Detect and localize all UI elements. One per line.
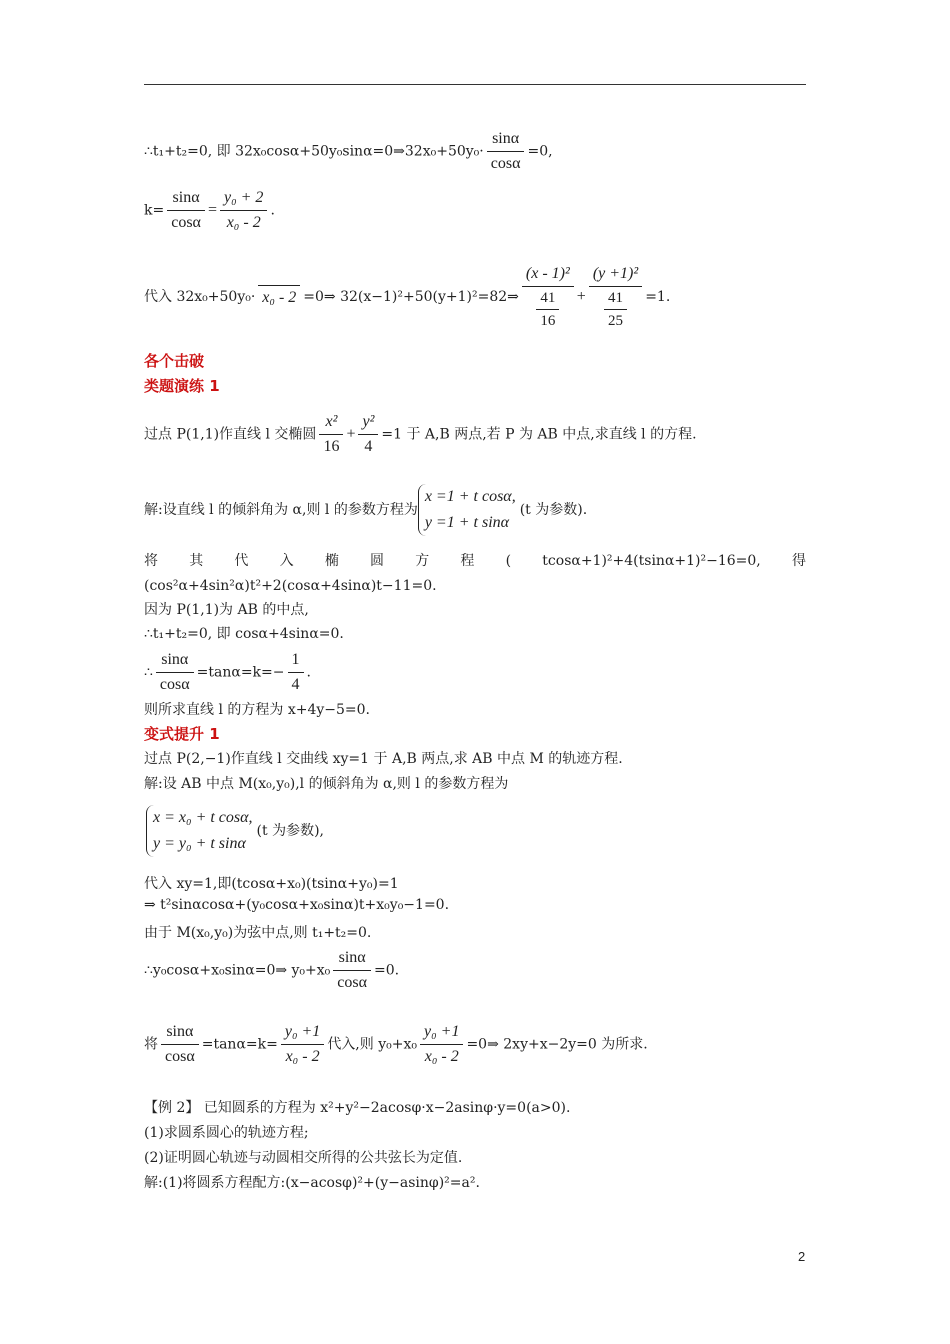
derivation-line-1: ∴t₁+t₂=0, 即 32x₀cosα+50y₀sinα=0⇒32x₀+50y₀· $\frac{\sin\alpha}{\cos\alpha}$ =0,	[144, 127, 553, 176]
solution-1-substitute: 将 其 代 入 椭 圆 方 程 ( tcosα+1)²+4(tsinα+1)²−16=0, 得	[144, 553, 806, 569]
example-2-statement: 【例 2】 已知圆系的方程为 x²+y²−2acosφ·x−2asinφ·y=0(a>0).	[144, 1100, 571, 1116]
section-heading-geji: 各个击破	[144, 352, 205, 370]
derivation-line-2: k= $\frac{\sin\alpha}{\cos\alpha}$ = $\frac{\text{y₀ + 2}}{\text{x₀ - 2}}$ .	[144, 186, 275, 235]
solution-1-param: 解:设直线 l 的倾斜角为 α,则 l 的参数方程为 x =1 + t cosα, y =1 + t sinα (t 为参数).	[144, 484, 587, 536]
solution-2-line-7: 将 $\frac{\sin\alpha}{\cos\alpha}$ =tanα=k= $\frac{\text{y₀ +1}}{\text{x₀ - 2}}$ 代入,则 y₀+x₀ $\frac{\text{y₀ +1}}{\text{x₀ - 2}}$ =0⇒ 2xy+x−2y=0 为所求.	[144, 1020, 648, 1069]
solution-1-line-5: ∴t₁+t₂=0, 即 cosα+4sinα=0.	[144, 626, 344, 642]
section-heading-leiti: 类题演练 1	[144, 377, 220, 395]
parametric-system-2: x = x₀ + t cosα, y = y₀ + t sinα	[146, 805, 253, 857]
fraction-sin-over-cos: $\frac{\sin\alpha}{\cos\alpha}$	[487, 127, 525, 176]
solution-2-line-5: 由于 M(x₀,y₀)为弦中点,则 t₁+t₂=0.	[144, 925, 372, 941]
solution-1-answer: 则所求直线 l 的方程为 x+4y−5=0.	[144, 702, 370, 718]
problem-2-statement: 过点 P(2,−1)作直线 l 交曲线 xy=1 于 A,B 两点,求 AB 中点 M 的轨迹方程.	[144, 751, 623, 767]
solution-2-line-6: ∴y₀cosα+x₀sinα=0⇒ y₀+x₀ $\frac{\sin\alpha}{\cos\alpha}$ =0.	[144, 946, 399, 995]
solution-1-line-4: 因为 P(1,1)为 AB 的中点,	[144, 602, 309, 618]
example-2-part-2: (2)证明圆心轨迹与动圆相交所得的公共弦长为定值.	[144, 1150, 463, 1166]
section-heading-bianshi: 变式提升 1	[144, 725, 220, 743]
example-2-solution-1: 解:(1)将圆系方程配方:(x−acosφ)²+(y−asinφ)²=a².	[144, 1175, 480, 1191]
derivation-line-3: 代入 32x₀+50y₀· x₀ - 2 =0⇒ 32(x−1)²+50(y+1)²=82⇒ $\frac{\text{(x - 1)²}}{\frac{41}{16}}$ + $\frac{\text{(y +1)²}}{\frac{41}{25}}$ =1.	[144, 262, 670, 332]
solution-2-line-1: 解:设 AB 中点 M(x₀,y₀),l 的倾斜角为 α,则 l 的参数方程为	[144, 776, 509, 792]
page-number: 2	[798, 1249, 806, 1264]
solution-2-line-4: ⇒ t²sinαcosα+(y₀cosα+x₀sinα)t+x₀y₀−1=0.	[144, 897, 450, 913]
solution-2-line-3: 代入 xy=1,即(tcosα+x₀)(tsinα+y₀)=1	[144, 876, 399, 892]
solution-2-param: x = x₀ + t cosα, y = y₀ + t sinα (t 为参数),	[146, 805, 324, 857]
parametric-system: x =1 + t cosα, y =1 + t sinα	[418, 484, 516, 536]
ellipse-term-y: $\frac{\text{(y +1)²}}{\frac{41}{25}}$	[589, 262, 642, 332]
header-rule	[144, 84, 806, 85]
solution-1-line-3: (cos²α+4sin²α)t²+2(cosα+4sinα)t−11=0.	[144, 578, 437, 594]
example-2-part-1: (1)求圆系圆心的轨迹方程;	[144, 1125, 309, 1141]
solution-1-slope: ∴ $\frac{\sin\alpha}{\cos\alpha}$ =tanα=k=− $\frac{1}{4}$ .	[144, 648, 311, 697]
problem-1-statement: 过点 P(1,1)作直线 l 交椭圆 $\frac{\text{x²}}{16}$ + $\frac{\text{y²}}{4}$ =1 于 A,B 两点,若 P 为 AB 中点,求直线 l 的方程.	[144, 410, 697, 459]
ellipse-term-x: $\frac{\text{(x - 1)²}}{\frac{41}{16}}$	[522, 262, 574, 332]
